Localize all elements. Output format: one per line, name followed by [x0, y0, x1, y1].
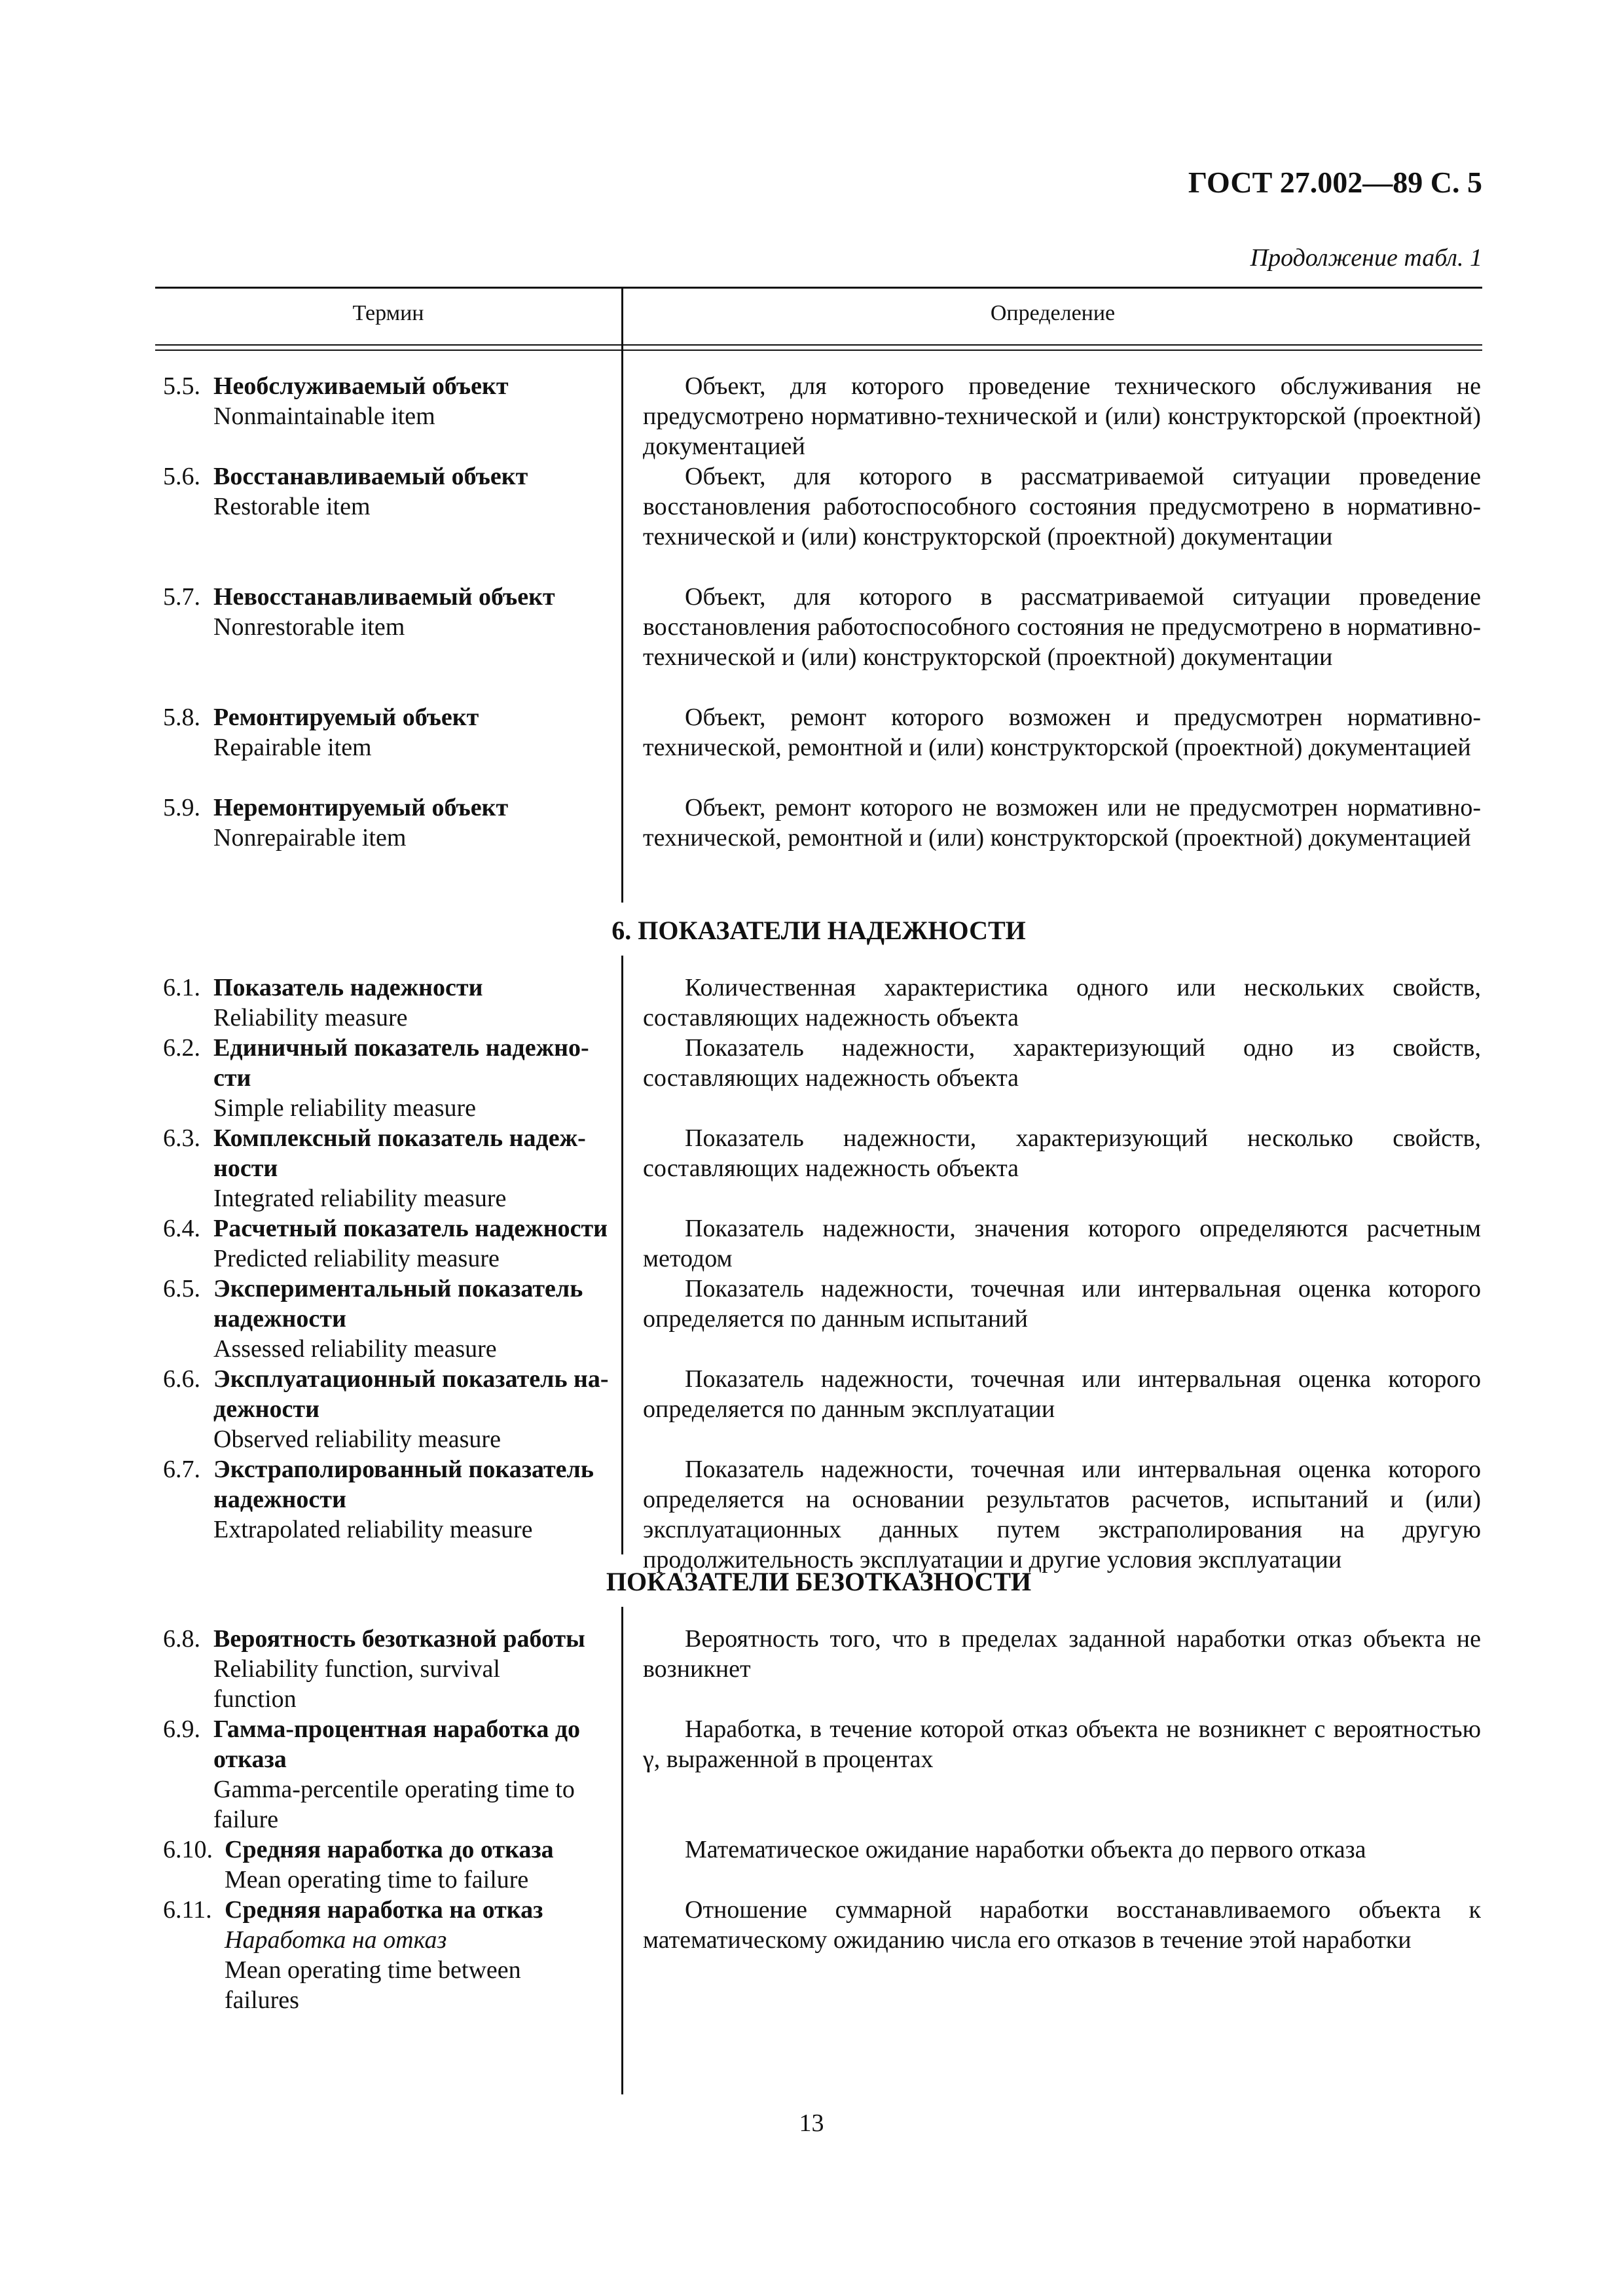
term-en: Gamma-percentile operating time to failure: [213, 1776, 575, 1833]
table-top-rule: [155, 287, 1482, 289]
term-en: Integrated reliability measure: [213, 1185, 507, 1212]
term-number: 5.9.: [163, 794, 200, 821]
term-ru-continued: дежности: [213, 1395, 319, 1423]
term-number: 6.8.: [163, 1625, 200, 1653]
term-ru-continued: сти: [213, 1064, 251, 1092]
term-ru: Ремонтируемый объект: [213, 704, 479, 731]
term-ru: Единичный показатель надежно-: [213, 1034, 589, 1062]
term-en: Observed reliability measure: [213, 1426, 501, 1453]
term-ru-continued: надежности: [213, 1305, 346, 1333]
term-definition: Показатель надежности, точечная или интервальная оценка которого определяется по данным эксплуатации: [643, 1365, 1481, 1423]
term-number: 5.6.: [163, 463, 200, 490]
column-divider: [621, 956, 623, 1554]
term-en: Simple reliability measure: [213, 1094, 477, 1122]
term-en: Reliability measure: [213, 1004, 408, 1031]
term-en: Nonrepairable item: [213, 824, 407, 852]
term-ru: Вероятность безотказной работы: [213, 1625, 585, 1653]
term-en: Assessed reliability measure: [213, 1335, 497, 1363]
term-ru: Эксплуатационный показатель на-: [213, 1365, 609, 1393]
term-definition: Количественная характеристика одного или нескольких свойств, составляющих надежность объекта: [643, 974, 1481, 1031]
term-number: 6.7.: [163, 1456, 200, 1483]
term-number: 6.11.: [163, 1896, 212, 1924]
term-ru: Средняя наработка на отказ: [225, 1896, 543, 1924]
term-en: Nonmaintainable item: [213, 403, 435, 430]
term-ru: Показатель надежности: [213, 974, 483, 1001]
column-header-term: Термин: [352, 301, 424, 325]
term-ru-continued: надежности: [213, 1486, 346, 1513]
term-definition: Показатель надежности, точечная или интервальная оценка которого определяется на основании результатов расчетов, испытаний и (или) эксплуатационных данных путем экстраполирования на другую продолжительность эксплуатации и другие условия эксплуатации: [643, 1456, 1481, 1573]
term-definition: Отношение суммарной наработки восстанавливаемого объекта к математическому ожиданию числа его отказов в течение этой наработки: [643, 1896, 1481, 1954]
term-en: Repairable item: [213, 734, 372, 761]
term-definition: Объект, для которого в рассматриваемой ситуации проведение восстановления работоспособного состояния предусмотрено в нормативно-технической и (или) конструкторской (проектной) документации: [643, 463, 1481, 550]
term-en: Reliability function, survival function: [213, 1655, 500, 1713]
term-definition: Объект, ремонт которого возможен и предусмотрен нормативно-технической, ремонтной и (или) конструкторской (проектной) документацией: [643, 704, 1481, 761]
term-ru: Комплексный показатель надеж-: [213, 1124, 586, 1152]
term-ru: Восстанавливаемый объект: [213, 463, 528, 490]
term-number: 6.3.: [163, 1124, 200, 1152]
term-definition: Показатель надежности, характеризующий несколько свойств, составляющих надежность объекта: [643, 1124, 1481, 1182]
term-en: Restorable item: [213, 493, 371, 520]
header-rule-2: [155, 350, 1482, 351]
table-caption: Продолжение табл. 1: [1250, 244, 1482, 272]
term-ru-continued: отказа: [213, 1746, 287, 1773]
term-number: 6.9.: [163, 1715, 200, 1743]
term-ru: Расчетный показатель надежности: [213, 1215, 608, 1242]
term-definition: Показатель надежности, характеризующий одно из свойств, составляющих надежность объекта: [643, 1034, 1481, 1092]
term-ru: Средняя наработка до отказа: [225, 1836, 554, 1863]
term-number: 6.6.: [163, 1365, 200, 1393]
term-definition: Объект, для которого в рассматриваемой ситуации проведение восстановления работоспособного состояния не предусмотрено в нормативно-технической и (или) конструкторской (проектной) документации: [643, 583, 1481, 671]
term-en: Mean operating time between failures: [225, 1956, 521, 2014]
term-ru: Неремонтируемый объект: [213, 794, 509, 821]
term-en: Mean operating time to failure: [225, 1866, 529, 1893]
term-number: 6.1.: [163, 974, 200, 1001]
term-ru-continued: ности: [213, 1155, 278, 1182]
term-number: 6.10.: [163, 1836, 213, 1863]
term-definition: Наработка, в течение которой отказ объекта не возникнет с вероятностью γ, выраженной в процентах: [643, 1715, 1481, 1773]
page-number: 13: [799, 2109, 824, 2137]
column-divider: [621, 287, 623, 903]
term-definition: Показатель надежности, значения которого определяются расчетным методом: [643, 1215, 1481, 1272]
page-header: ГОСТ 27.002—89 С. 5: [1188, 166, 1482, 199]
term-definition: Объект, ремонт которого не возможен или не предусмотрен нормативно-технической, ремонтной и (или) конструкторской (проектной) документацией: [643, 794, 1481, 852]
term-number: 5.8.: [163, 704, 200, 731]
term-definition: Математическое ожидание наработки объекта до первого отказа: [685, 1836, 1366, 1863]
term-definition: Вероятность того, что в пределах заданной наработки отказ объекта не возникнет: [643, 1625, 1481, 1683]
term-alt-ru: Наработка на отказ: [225, 1926, 447, 1954]
section-heading: ПОКАЗАТЕЛИ БЕЗОТКАЗНОСТИ: [606, 1567, 1032, 1596]
term-definition: Объект, для которого проведение технического обслуживания не предусмотрено нормативно-технической и (или) конструкторской (проектной) документацией: [643, 372, 1481, 460]
term-en: Nonrestorable item: [213, 613, 405, 641]
term-ru: Гамма-процентная наработка до: [213, 1715, 581, 1743]
term-ru: Экстраполированный показатель: [213, 1456, 594, 1483]
term-number: 6.2.: [163, 1034, 200, 1062]
terms-table: [155, 287, 1482, 2094]
term-ru: Необслуживаемый объект: [213, 372, 509, 400]
term-definition: Показатель надежности, точечная или интервальная оценка которого определяется по данным испытаний: [643, 1275, 1481, 1333]
term-number: 5.7.: [163, 583, 200, 611]
header-rule-1: [155, 344, 1482, 346]
term-ru: Невосстанавливаемый объект: [213, 583, 555, 611]
term-ru: Экспериментальный показатель: [213, 1275, 583, 1302]
term-number: 6.4.: [163, 1215, 200, 1242]
section-heading: 6. ПОКАЗАТЕЛИ НАДЕЖНОСТИ: [611, 916, 1026, 945]
term-en: Extrapolated reliability measure: [213, 1516, 533, 1543]
term-number: 6.5.: [163, 1275, 200, 1302]
term-en: Predicted reliability measure: [213, 1245, 500, 1272]
term-number: 5.5.: [163, 372, 200, 400]
column-divider: [621, 1607, 623, 2094]
column-header-definition: Определение: [990, 301, 1116, 325]
